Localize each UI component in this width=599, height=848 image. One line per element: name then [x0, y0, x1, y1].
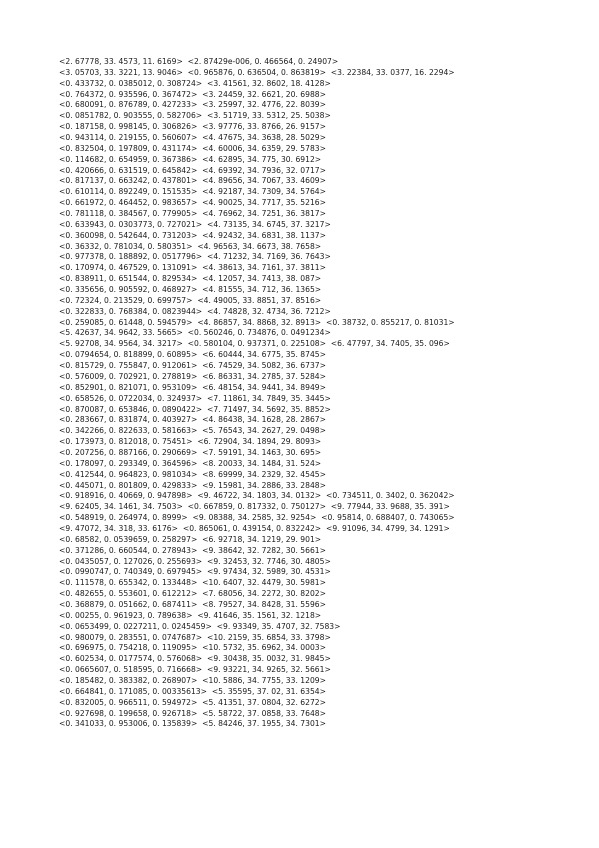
- text-line: <5. 92708, 34. 9564, 34. 3217> <0. 580104, 0. 937371, 0. 225108> <6. 47797, 34. 7405, 35. 096>: [59, 339, 450, 349]
- text-line: <3. 05703, 33. 3221, 13. 9046> <0. 965876, 0. 636504, 0. 863819> <3. 22384, 33. 0377, 16. 2294>: [59, 67, 455, 77]
- text-line: <0. 371286, 0. 660544, 0. 278943> <9. 38642, 32. 7282, 30. 5661>: [59, 545, 326, 555]
- text-line: <0. 114682, 0. 654959, 0. 367386> <4. 62895, 34. 775, 30. 6912>: [59, 154, 322, 164]
- text-line: <0. 661972, 0. 464452, 0. 983657> <4. 90025, 34. 7717, 35. 5216>: [59, 198, 326, 208]
- text-line: <0. 764372, 0. 935596, 0. 367472> <3. 24459, 32. 6621, 20. 6988>: [59, 89, 326, 99]
- text-line: <0. 980079, 0. 283551, 0. 0747687> <10. 2159, 35. 6854, 33. 3798>: [59, 632, 331, 642]
- text-line: <2. 67778, 33. 4573, 11. 6169> <2. 87429e-006, 0. 466564, 0. 24907>: [59, 57, 339, 66]
- text-line: <0. 852901, 0. 821071, 0. 953109> <6. 48154, 34. 9441, 34. 8949>: [59, 382, 326, 392]
- text-line: <0. 342266, 0. 822633, 0. 581663> <5. 76543, 34. 2627, 29. 0498>: [59, 426, 326, 436]
- text-line: <0. 0435057, 0. 127026, 0. 255693> <9. 32453, 32. 7746, 30. 4805>: [59, 556, 331, 566]
- text-line: <0. 927698, 0. 199658, 0. 926718> <5. 58722, 37. 0858, 33. 7648>: [59, 708, 326, 718]
- text-line: <9. 47072, 34. 318, 33. 6176> <0. 865061, 0. 439154, 0. 832242> <9. 91096, 34. 4799, 34. 1291>: [59, 523, 450, 533]
- text-line: <0. 658526, 0. 0722034, 0. 324937> <7. 11861, 34. 7849, 35. 3445>: [59, 393, 331, 403]
- text-line: <0. 815729, 0. 755847, 0. 912061> <6. 74529, 34. 5082, 36. 6737>: [59, 361, 326, 371]
- text-line: <0. 0851782, 0. 903555, 0. 582706> <3. 51719, 33. 5312, 25. 5038>: [59, 111, 331, 121]
- text-line: <0. 341033, 0. 953006, 0. 135839> <5. 84246, 37. 1955, 34. 7301>: [59, 719, 326, 729]
- text-line: <0. 00255, 0. 961923, 0. 789638> <9. 41646, 35. 1561, 32. 1218>: [59, 610, 322, 620]
- text-line: <0. 412544, 0. 964823, 0. 981034> <8. 69999, 34. 2329, 32. 4545>: [59, 469, 326, 479]
- text-line: <0. 832504, 0. 197809, 0. 431174> <4. 60006, 34. 6359, 29. 5783>: [59, 143, 326, 153]
- text-line: <0. 259085, 0. 61448, 0. 594579> <4. 86857, 34. 8868, 32. 8913> <0. 38732, 0. 855217, 0. 81031>: [59, 317, 455, 327]
- text-line: <0. 817137, 0. 663242, 0. 437801> <4. 89656, 34. 7067, 33. 4609>: [59, 176, 326, 186]
- text-line: <0. 870087, 0. 653846, 0. 0890422> <7. 71497, 34. 5692, 35. 8852>: [59, 404, 331, 414]
- text-line: <0. 187158, 0. 998145, 0. 306826> <3. 97776, 33. 8766, 26. 9157>: [59, 122, 326, 132]
- text-line: <0. 360098, 0. 542644, 0. 731203> <4. 92432, 34. 6831, 38. 1137>: [59, 230, 326, 240]
- text-line: <0. 943114, 0. 219155, 0. 560607> <4. 47675, 34. 3638, 28. 5029>: [59, 133, 326, 143]
- text-line: <0. 283667, 0. 831874, 0. 403927> <4. 86438, 34. 1628, 28. 2867>: [59, 415, 326, 425]
- text-line: <0. 173973, 0. 812018, 0. 75451> <6. 72904, 34. 1894, 29. 8093>: [59, 437, 322, 447]
- text-line: <0. 0665607, 0. 518595, 0. 716668> <9. 93221, 34. 9265, 32. 5661>: [59, 665, 331, 675]
- text-line: <0. 0794654, 0. 818899, 0. 60895> <6. 60444, 34. 6775, 35. 8745>: [59, 350, 326, 360]
- text-line: <0. 433732, 0. 0385012, 0. 308724> <3. 41561, 32. 8602, 18. 4128>: [59, 78, 331, 88]
- text-line: <0. 72324, 0. 213529, 0. 699757> <4. 49005, 33. 8851, 37. 8516>: [59, 295, 322, 305]
- text-line: <0. 445071, 0. 801809, 0. 429833> <9. 15981, 34. 2886, 33. 2848>: [59, 480, 326, 490]
- text-line: <0. 576009, 0. 702921, 0. 278819> <6. 86331, 34. 2785, 37. 5284>: [59, 371, 326, 381]
- text-line: <0. 633943, 0. 0303773, 0. 727021> <4. 73135, 34. 6745, 37. 3217>: [59, 219, 331, 229]
- text-line: <0. 68582, 0. 0539659, 0. 258297> <6. 92718, 34. 1219, 29. 901>: [59, 534, 322, 544]
- text-line: <0. 781118, 0. 384567, 0. 779905> <4. 76962, 34. 7251, 36. 3817>: [59, 209, 326, 219]
- text-line: <0. 36332, 0. 781034, 0. 580351> <4. 96563, 34. 6673, 38. 7658>: [59, 241, 322, 251]
- text-line: <0. 696975, 0. 754218, 0. 119095> <10. 5732, 35. 6962, 34. 0003>: [59, 643, 326, 653]
- text-line: <0. 838911, 0. 651544, 0. 829534> <4. 12057, 34. 7413, 38. 087>: [59, 274, 322, 284]
- text-line: <0. 664841, 0. 171085, 0. 00335613> <5. 35595, 37. 02, 31. 6354>: [59, 686, 326, 696]
- text-line: <0. 185482, 0. 383382, 0. 268907> <10. 5886, 34. 7755, 33. 1209>: [59, 675, 326, 685]
- text-line: <0. 368879, 0. 051662, 0. 687411> <8. 79527, 34. 8428, 31. 5596>: [59, 599, 326, 609]
- text-line: <0. 610114, 0. 892249, 0. 151535> <4. 92187, 34. 7309, 34. 5764>: [59, 187, 326, 197]
- text-block: [59, 57, 589, 730]
- text-line: <0. 0653499, 0. 0227211, 0. 0245459> <9. 93349, 35. 4707, 32. 7583>: [59, 621, 341, 631]
- text-line: <0. 602534, 0. 0177574, 0. 576068> <9. 30438, 35. 0032, 31. 9845>: [59, 654, 331, 664]
- text-line: <0. 322833, 0. 768384, 0. 0823944> <4. 74828, 32. 4734, 36. 7212>: [59, 306, 331, 316]
- text-line: <9. 62405, 34. 1461, 34. 7503> <0. 667859, 0. 817332, 0. 750127> <9. 77944, 33. 9688, 35. 391>: [59, 502, 450, 512]
- text-line: <0. 832005, 0. 966511, 0. 594972> <5. 41351, 37. 0804, 32. 6272>: [59, 697, 326, 707]
- text-line: <5. 42637, 34. 9642, 33. 5665> <0. 560246, 0. 734876, 0. 0491234>: [59, 328, 331, 338]
- text-line: <0. 207256, 0. 887166, 0. 290669> <7. 59191, 34. 1463, 30. 695>: [59, 447, 322, 457]
- text-line: <0. 170974, 0. 467529, 0. 131091> <4. 38613, 34. 7161, 37. 3811>: [59, 263, 326, 273]
- text-line: <0. 0990747, 0. 740349, 0. 697945> <9. 97434, 32. 5989, 30. 4531>: [59, 567, 331, 577]
- text-line: <0. 335656, 0. 905592, 0. 468927> <4. 81555, 34. 712, 36. 1365>: [59, 285, 322, 295]
- text-line: <0. 548919, 0. 264974, 0. 8999> <9. 08388, 34. 2585, 32. 9254> <0. 95814, 0. 688407, 0. 743065>: [59, 513, 455, 523]
- text-line: <0. 680091, 0. 876789, 0. 427233> <3. 25997, 32. 4776, 22. 8039>: [59, 100, 326, 110]
- text-line: <0. 482655, 0. 553601, 0. 612212> <7. 68056, 34. 2272, 30. 8202>: [59, 589, 326, 599]
- text-line: <0. 977378, 0. 188892, 0. 0517796> <4. 71232, 34. 7169, 36. 7643>: [59, 252, 331, 262]
- text-line: <0. 111578, 0. 655342, 0. 133448> <10. 6407, 32. 4479, 30. 5981>: [59, 578, 326, 588]
- text-line: <0. 178097, 0. 293349, 0. 364596> <8. 20033, 34. 1484, 31. 524>: [59, 458, 322, 468]
- text-line: <0. 918916, 0. 40669, 0. 947898> <9. 46722, 34. 1803, 34. 0132> <0. 734511, 0. 3402, 0. 362042>: [59, 491, 455, 501]
- text-line: <0. 420666, 0. 631519, 0. 645842> <4. 69392, 34. 7936, 32. 0717>: [59, 165, 326, 175]
